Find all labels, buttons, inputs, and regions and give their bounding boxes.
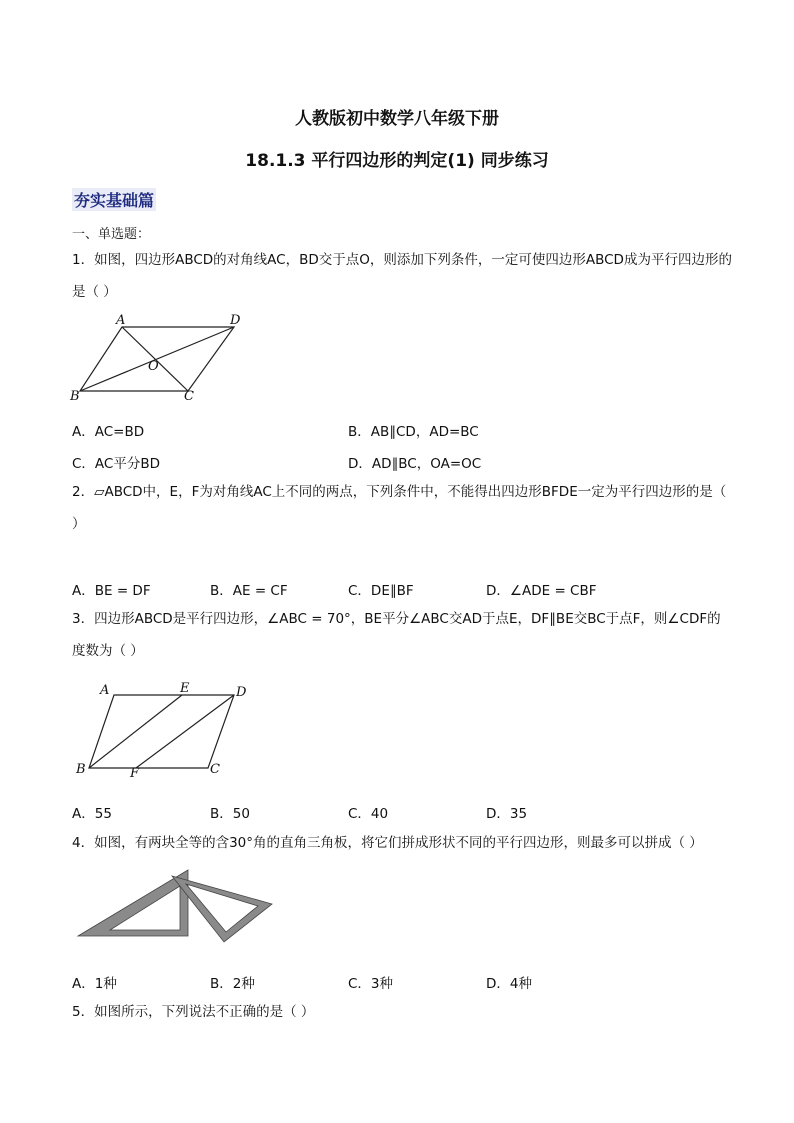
q3-option-b[interactable]: B．50 xyxy=(210,806,250,822)
question-5-text: 5．如图所示，下列说法不正确的是（ ） xyxy=(72,1004,315,1020)
question-4-figure xyxy=(76,868,276,948)
q4-option-c[interactable]: C．3种 xyxy=(348,976,394,992)
label-c: C xyxy=(210,762,220,777)
q4-option-d[interactable]: D．4种 xyxy=(486,976,532,992)
label-f: F xyxy=(130,766,140,780)
question-4-text: 4．如图，有两块全等的含30°角的直角三角板，将它们拼成形状不同的平行四边形，则最多可以拼成（ ） xyxy=(72,835,703,851)
worksheet-subtitle: 18.1.3 平行四边形的判定(1) 同步练习 xyxy=(245,151,549,171)
label-d: D xyxy=(230,313,241,328)
segment-be xyxy=(89,695,182,768)
part-heading: 一、单选题： xyxy=(72,227,151,242)
question-3-figure xyxy=(70,680,260,780)
q1-option-a[interactable]: A．AC=BD xyxy=(72,424,145,440)
label-b: B xyxy=(76,762,86,777)
label-e: E xyxy=(180,681,190,696)
question-1-text: 1．如图，四边形ABCD的对角线AC，BD交于点O，则添加下列条件，一定可使四边形ABCD成为平行四边形的是（ ） xyxy=(72,252,732,300)
q3-option-a[interactable]: A．55 xyxy=(72,806,112,822)
q1-option-c[interactable]: C．AC平分BD xyxy=(72,456,161,472)
question-3-text: 3．四边形ABCD是平行四边形，∠ABC = 70°，BE平分∠ABC交AD于点E，DF∥BE交BC于点F，则∠CDF的度数为（ ） xyxy=(72,611,721,659)
parallelogram-abcd xyxy=(89,695,234,768)
q2-option-c[interactable]: C．DE∥BF xyxy=(348,583,414,599)
label-d: D xyxy=(236,685,247,700)
question-2-text: 2．▱ABCD中，E，F为对角线AC上不同的两点，下列条件中，不能得出四边形BFDE一定为平行四边形的是（ ） xyxy=(72,484,727,532)
label-a: A xyxy=(100,683,110,698)
segment-df xyxy=(136,695,234,768)
worksheet-title: 人教版初中数学八年级下册 xyxy=(295,109,499,129)
section-heading: 夯实基础篇 xyxy=(72,188,156,211)
q2-option-a[interactable]: A．BE = DF xyxy=(72,583,151,599)
question-1-figure xyxy=(66,310,256,410)
label-a: A xyxy=(116,313,126,328)
label-o: O xyxy=(148,359,159,374)
set-square-left xyxy=(78,870,188,936)
q2-option-d[interactable]: D．∠ADE = CBF xyxy=(486,583,597,599)
q3-option-c[interactable]: C．40 xyxy=(348,806,389,822)
q1-option-b[interactable]: B．AB∥CD，AD=BC xyxy=(348,424,479,440)
q4-option-a[interactable]: A．1种 xyxy=(72,976,117,992)
q2-option-b[interactable]: B．AE = CF xyxy=(210,583,288,599)
label-c: C xyxy=(184,389,194,404)
q1-option-d[interactable]: D．AD∥BC，OA=OC xyxy=(348,456,482,472)
q3-option-d[interactable]: D．35 xyxy=(486,806,528,822)
label-b: B xyxy=(70,389,80,404)
q4-option-b[interactable]: B．2种 xyxy=(210,976,255,992)
